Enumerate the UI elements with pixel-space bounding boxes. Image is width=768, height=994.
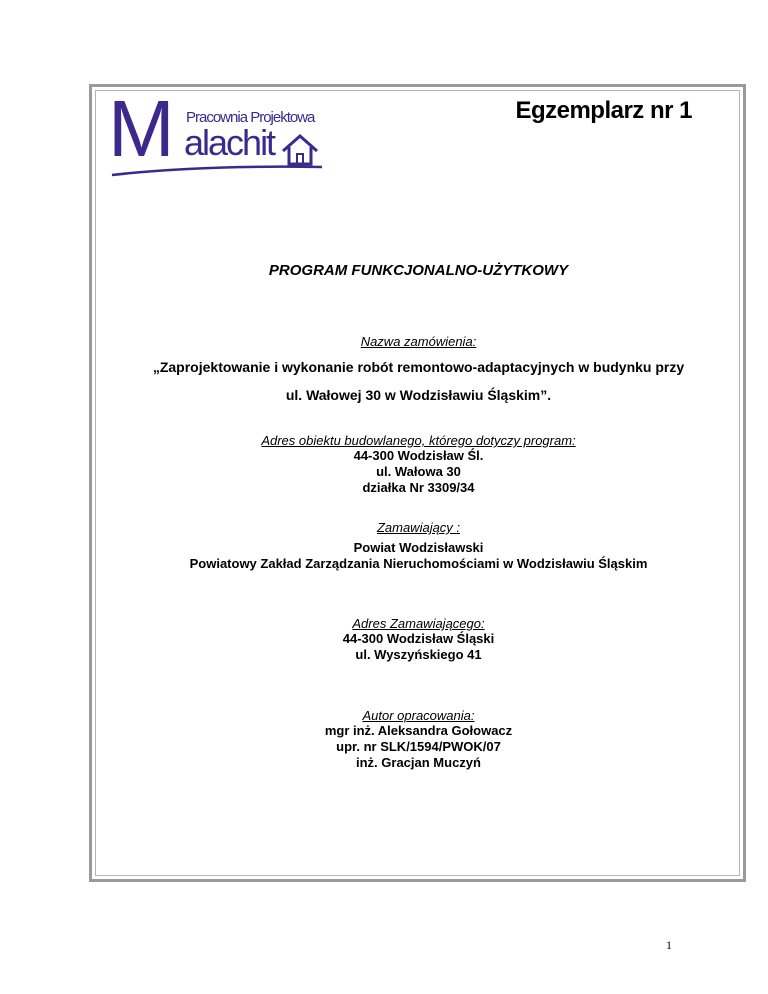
- site-section: [90, 433, 747, 496]
- site-line: 44-300 Wodzisław Śl.: [353, 448, 484, 463]
- site-line: ul. Wałowa 30: [376, 464, 461, 479]
- client-section: [90, 520, 747, 572]
- copy-number-label: Egzemplarz nr 1: [515, 97, 692, 124]
- client-address-line: 44-300 Wodzisław Śląski: [342, 631, 495, 646]
- order-line-2: ul. Wałowej 30 w Wodzisławiu Śląskim”.: [285, 387, 552, 403]
- client-line: Powiat Wodzisławski: [353, 540, 484, 555]
- site-line: działka Nr 3309/34: [362, 480, 475, 495]
- order-section: [90, 334, 747, 409]
- client-address-label: Adres Zamawiającego:: [352, 616, 485, 631]
- author-line: inż. Gracjan Muczyń: [356, 755, 481, 770]
- logo-swoosh: [110, 161, 325, 177]
- logo-subtitle: Pracownia Projektowa: [186, 109, 315, 126]
- page-number: 1: [666, 938, 672, 952]
- document-title: PROGRAM FUNKCJONALNO-UŻYTKOWY: [268, 262, 569, 279]
- client-line: Powiatowy Zakład Zarządzania Nieruchomościami w Wodzisławiu Śląskim: [189, 556, 648, 571]
- logo-word: alachit: [184, 122, 275, 163]
- author-line: upr. nr SLK/1594/PWOK/07: [336, 739, 501, 754]
- author-label: Autor opracowania:: [362, 708, 475, 723]
- client-address-section: [90, 616, 747, 663]
- order-label: Nazwa zamówienia:: [360, 334, 477, 349]
- client-label: Zamawiający :: [376, 520, 461, 535]
- order-line-1: „Zaprojektowanie i wykonanie robót remontowo-adaptacyjnych w budynku przy: [152, 359, 685, 375]
- author-section: [90, 708, 747, 771]
- company-logo: [108, 84, 323, 180]
- author-line: mgr inż. Aleksandra Gołowacz: [324, 723, 513, 738]
- logo-letter: M: [108, 84, 173, 173]
- site-label: Adres obiektu budowlanego, którego dotyczy program:: [261, 433, 576, 448]
- client-address-line: ul. Wyszyńskiego 41: [355, 647, 482, 662]
